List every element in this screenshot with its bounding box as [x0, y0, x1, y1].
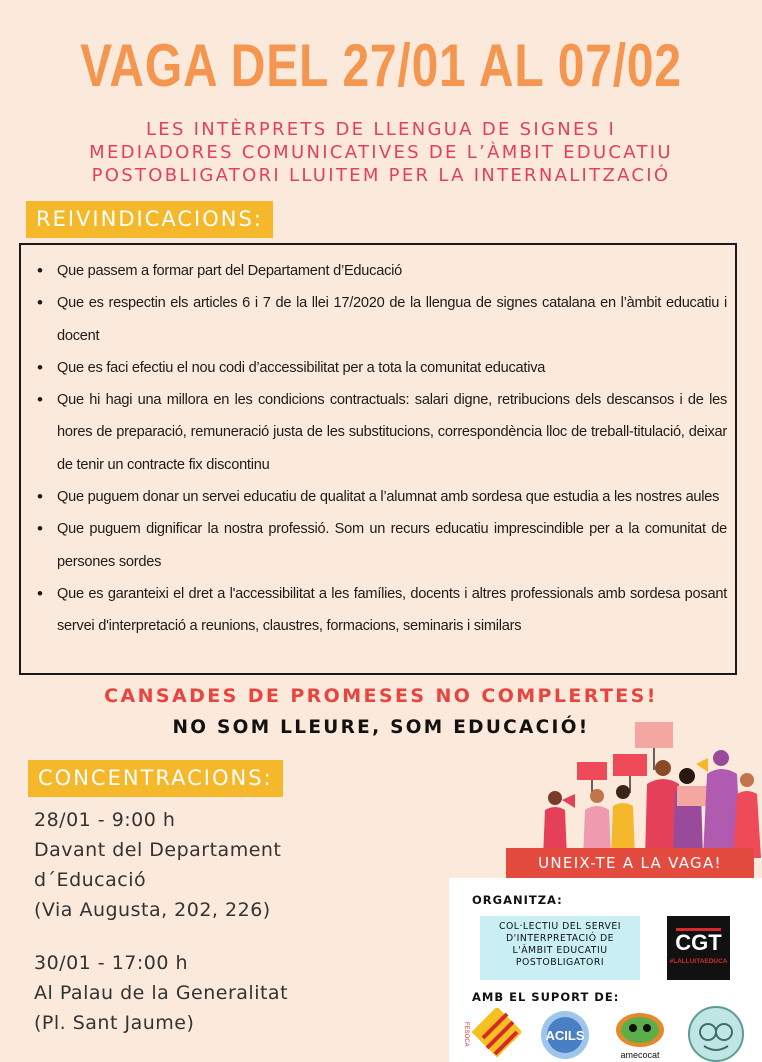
fesoca-text: FESOCA — [463, 1022, 469, 1047]
collectiu-line: POSTOBLIGATORI — [515, 957, 605, 968]
collectiu-line: COL·LECTIU DEL SERVEI — [498, 921, 622, 932]
amecocat-text: amecocat — [620, 1050, 660, 1060]
slogan-promises: CANSADES DE PROMESES NO COMPLERTES! — [104, 685, 658, 707]
demand-item: • Que es garanteixi el dret a l'accessibilitat a les famílies, docents i altres professionals amb sordesa posant servei d'interpretació a reunions, claustres, formacions, seminaris i similars — [35, 578, 727, 643]
event-address: (Via Augusta, 202, 226) — [34, 899, 271, 921]
subtitle-line: LES INTÈRPRETS DE LLENGUA DE SIGNES I — [145, 119, 617, 140]
collectiu-logo — [480, 916, 640, 980]
event-datetime: 28/01 - 9:00 h — [34, 809, 176, 831]
demand-item: • Que puguem dignificar la nostra professió. Som un recurs educatiu imprescindible per a la comunitat de persones sordes — [35, 513, 727, 578]
acils-logo — [537, 1008, 593, 1062]
slogan-education: NO SOM LLEURE, SOM EDUCACIÓ! — [172, 717, 590, 738]
demand-item: • Que es faci efectiu el nou codi d’accessibilitat per a tota la comunitat educativa — [35, 352, 727, 384]
event-datetime: 30/01 - 17:00 h — [34, 952, 189, 974]
suport-label: AMB EL SUPORT DE: — [472, 990, 620, 1004]
join-strike-banner: UNEIX-TE A LA VAGA! — [506, 848, 754, 878]
cgt-name: CGT — [675, 930, 722, 955]
demand-item: • Que puguem donar un servei educatiu de qualitat a l’alumnat amb sordesa que estudia a les nostres aules — [35, 481, 727, 513]
amecocat-logo — [610, 1010, 670, 1062]
demand-item: • Que passem a formar part del Departament d’Educació — [35, 255, 727, 287]
demands-list — [35, 255, 727, 643]
event-address: (Pl. Sant Jaume) — [34, 1012, 195, 1034]
reivindicacions-heading: REIVINDICACIONS: — [26, 201, 273, 238]
concentracions-heading: CONCENTRACIONS: — [28, 760, 283, 797]
event-place: Davant del Departament — [34, 839, 282, 861]
organitza-label: ORGANITZA: — [472, 893, 563, 907]
demand-item: • Que es respectin els articles 6 i 7 de la llei 17/2020 de la llengua de signes catalana en l’àmbit educatiu i docent — [35, 287, 727, 352]
collectiu-line: L'ÀMBIT EDUCATIU — [512, 945, 608, 956]
acils-text: ACILS — [545, 1028, 585, 1043]
subtitle-line: POSTOBLIGATORI LLUITEM PER LA INTERNALITZACIÓ — [91, 165, 671, 186]
cgt-logo — [667, 916, 730, 980]
event-place: Al Palau de la Generalitat — [34, 982, 289, 1004]
supporter-faces-logo — [686, 1004, 746, 1062]
subtitle — [0, 118, 762, 187]
event-2 — [34, 948, 288, 1038]
event-1 — [34, 805, 281, 925]
event-place: d´Educació — [34, 869, 147, 891]
fesoca-logo — [463, 1008, 521, 1060]
demands-box — [19, 243, 737, 675]
demand-item: • Que hi hagi una millora en les condicions contractuals: salari digne, retribucions dels descansos i de les hores de preparació, remuneració justa de les substitucions, correspondència lloc de treball-titulació, deixar de tenir un contracte fix discontinu — [35, 384, 727, 481]
subtitle-line: MEDIADORES COMUNICATIVES DE L’ÀMBIT EDUCATIU — [89, 142, 673, 163]
page-title: VAGA DEL 27/01 AL 07/02 — [80, 32, 682, 99]
collectiu-line: D'INTERPRETACIÓ DE — [505, 933, 615, 944]
cgt-tagline: #LALLUITAEDUCA — [669, 958, 728, 965]
protest-crowd-illustration — [535, 718, 762, 858]
